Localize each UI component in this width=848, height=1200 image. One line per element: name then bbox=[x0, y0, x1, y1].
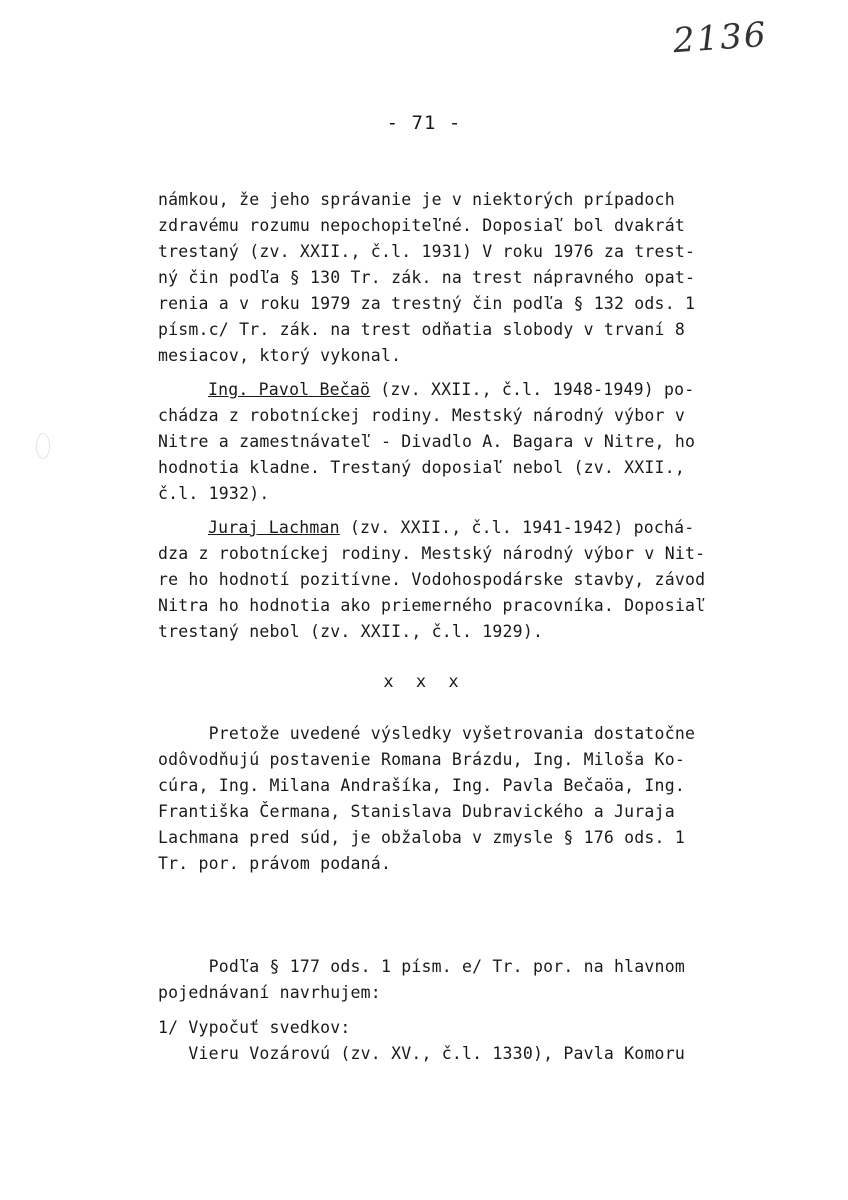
text-line: trestaný nebol (zv. XXII., č.l. 1929). bbox=[158, 622, 544, 641]
text-line: chádza z robotníckej rodiny. Mestský národný výbor v bbox=[158, 406, 685, 425]
page-number: - 71 - bbox=[386, 112, 462, 134]
text-span: (zv. XXII., č.l. 1948-1949) po- bbox=[370, 380, 695, 399]
text-line: Vieru Vozárovú (zv. XV., č.l. 1330), Pavla Komoru bbox=[158, 1044, 685, 1063]
person-name: Juraj Lachman bbox=[208, 518, 340, 537]
punch-hole-mark bbox=[36, 433, 50, 459]
text-line: re ho hodnotí pozitívne. Vodohospodárske stavby, závod bbox=[158, 570, 706, 589]
text-line: Františka Čermana, Stanislava Dubravického a Juraja bbox=[158, 802, 675, 821]
text-line: mesiacov, ktorý vykonal. bbox=[158, 346, 402, 365]
text-line: renia a v roku 1979 za trestný čin podľa § 132 ods. 1 bbox=[158, 294, 696, 313]
text-line: pojednávaní navrhujem: bbox=[158, 983, 381, 1002]
text-line bbox=[208, 380, 694, 399]
text-line: dza z robotníckej rodiny. Mestský národný výbor v Nit- bbox=[158, 544, 706, 563]
text-line: písm.c/ Tr. zák. na trest odňatia slobody v trvaní 8 bbox=[158, 320, 685, 339]
text-line: ný čin podľa § 130 Tr. zák. na trest nápravného opat- bbox=[158, 268, 696, 287]
person-name: Ing. Pavol Bečaö bbox=[208, 380, 371, 399]
text-line: trestaný (zv. XXII., č.l. 1931) V roku 1976 za trest- bbox=[158, 242, 696, 261]
text-line: odôvodňujú postavenie Romana Brázdu, Ing. Miloša Ko- bbox=[158, 750, 685, 769]
text-line bbox=[208, 518, 694, 537]
text-line: Podľa § 177 ods. 1 písm. e/ Tr. por. na hlavnom bbox=[158, 957, 685, 976]
text-line: Nitre a zamestnávateľ - Divadlo A. Bagara v Nitre, ho bbox=[158, 432, 696, 451]
handwritten-page-number: 2136 bbox=[671, 14, 769, 62]
text-line: cúra, Ing. Milana Andrašíka, Ing. Pavla Bečaöa, Ing. bbox=[158, 776, 685, 795]
section-separator: x x x bbox=[383, 672, 465, 692]
text-line: Tr. por. právom podaná. bbox=[158, 854, 392, 873]
text-line: Lachmana pred súd, je obžaloba v zmysle § 176 ods. 1 bbox=[158, 828, 685, 847]
text-line: Pretože uvedené výsledky vyšetrovania dostatočne bbox=[158, 724, 696, 743]
text-line: č.l. 1932). bbox=[158, 484, 270, 503]
text-span: (zv. XXII., č.l. 1941-1942) pochá- bbox=[339, 518, 695, 537]
text-line: zdravému rozumu nepochopiteľné. Doposiaľ bol dvakrát bbox=[158, 216, 685, 235]
text-line: 1/ Vypočuť svedkov: bbox=[158, 1018, 351, 1037]
text-line: námkou, že jeho správanie je v niektorých prípadoch bbox=[158, 190, 675, 209]
text-line: hodnotia kladne. Trestaný doposiaľ nebol (zv. XXII., bbox=[158, 458, 685, 477]
text-line: Nitra ho hodnotia ako priemerného pracovníka. Doposiaľ bbox=[158, 596, 706, 615]
